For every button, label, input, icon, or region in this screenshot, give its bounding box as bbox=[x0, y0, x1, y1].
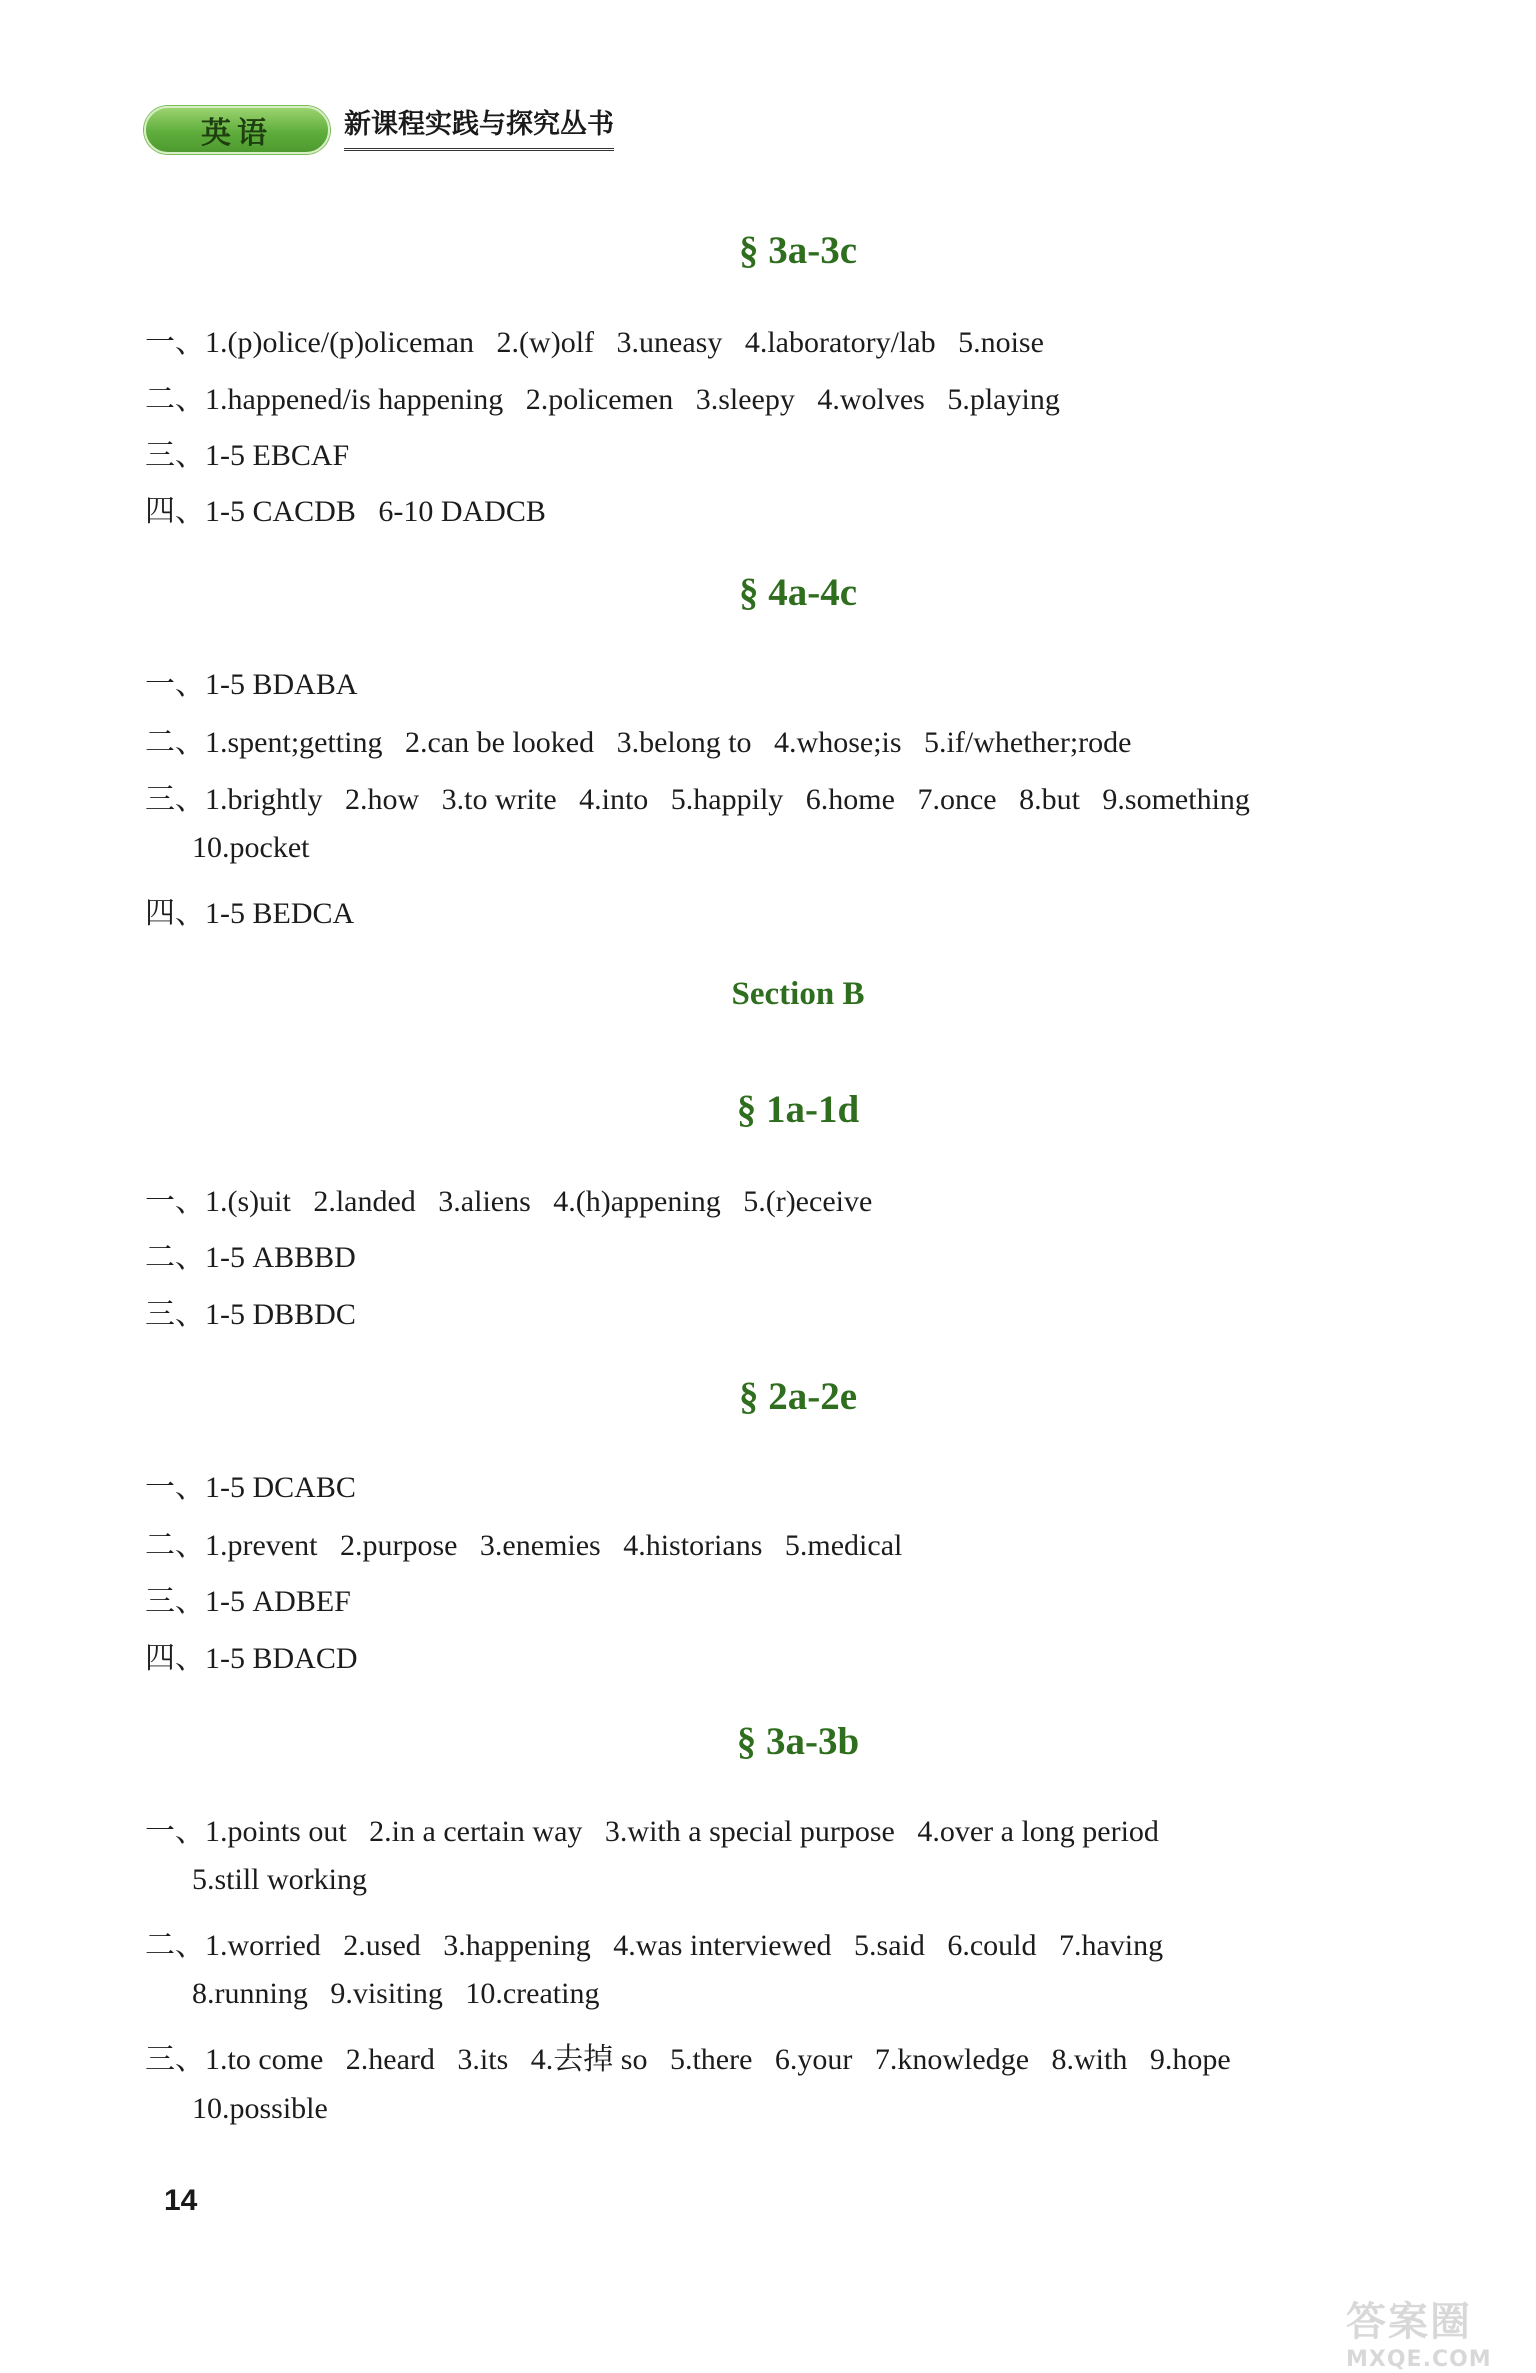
answer-line: 5.still working bbox=[192, 1863, 368, 1896]
answer-line: 10.possible bbox=[192, 2092, 328, 2125]
answer-line: 一、1.(s)uit 2.landed 3.aliens 4.(h)appening 5.(r)eceive bbox=[145, 1185, 873, 1218]
answer-line: 一、1-5 DCABC bbox=[145, 1471, 356, 1504]
answer-line: 一、1.points out 2.in a certain way 3.with a special purpose 4.over a long period bbox=[145, 1815, 1159, 1848]
section-title-3a-3b: § 3a-3b bbox=[736, 1720, 860, 1763]
section-heading-b: Section B bbox=[731, 976, 865, 1012]
answer-line: 四、1-5 BEDCA bbox=[145, 897, 355, 930]
answer-line: 一、1.(p)olice/(p)oliceman 2.(w)olf 3.uneasy 4.laboratory/lab 5.noise bbox=[145, 326, 1044, 359]
answer-line: 三、1.to come 2.heard 3.its 4.去掉 so 5.there 6.your 7.knowledge 8.with 9.hope bbox=[145, 2043, 1231, 2076]
watermark-text-bottom: MXQE.COM bbox=[1346, 2347, 1492, 2372]
answer-line: 一、1-5 BDABA bbox=[145, 668, 358, 701]
answer-line: 二、1-5 ABBBD bbox=[145, 1241, 356, 1274]
section-title-1a-1d: § 1a-1d bbox=[736, 1088, 860, 1131]
series-title: 新课程实践与探究丛书 bbox=[344, 109, 614, 150]
answer-line: 10.pocket bbox=[192, 831, 310, 864]
section-title-2a-2e: § 2a-2e bbox=[738, 1375, 858, 1418]
answer-line: 三、1-5 EBCAF bbox=[145, 439, 350, 472]
subject-badge: 英语 bbox=[144, 106, 330, 154]
answer-line: 四、1-5 CACDB 6-10 DADCB bbox=[145, 495, 546, 528]
answer-line: 二、1.spent;getting 2.can be looked 3.belong to 4.whose;is 5.if/whether;rode bbox=[145, 726, 1132, 759]
answer-line: 三、1-5 DBBDC bbox=[145, 1298, 356, 1331]
answer-line: 二、1.prevent 2.purpose 3.enemies 4.historians 5.medical bbox=[145, 1529, 903, 1562]
section-title-3a-3c: § 3a-3c bbox=[738, 229, 858, 272]
watermark-text-top: 答案圈 bbox=[1346, 2299, 1472, 2345]
answer-line: 8.running 9.visiting 10.creating bbox=[192, 1977, 600, 2010]
section-title-4a-4c: § 4a-4c bbox=[738, 571, 858, 614]
answer-line: 三、1-5 ADBEF bbox=[145, 1585, 351, 1618]
answer-line: 四、1-5 BDACD bbox=[145, 1642, 358, 1675]
page-header bbox=[144, 104, 614, 156]
watermark-logo bbox=[1346, 2290, 1516, 2372]
answer-line: 二、1.worried 2.used 3.happening 4.was interviewed 5.said 6.could 7.having bbox=[145, 1929, 1164, 1962]
answer-line: 三、1.brightly 2.how 3.to write 4.into 5.happily 6.home 7.once 8.but 9.something bbox=[145, 783, 1250, 816]
answer-line: 二、1.happened/is happening 2.policemen 3.sleepy 4.wolves 5.playing bbox=[145, 383, 1060, 416]
page-number: 14 bbox=[164, 2184, 198, 2217]
